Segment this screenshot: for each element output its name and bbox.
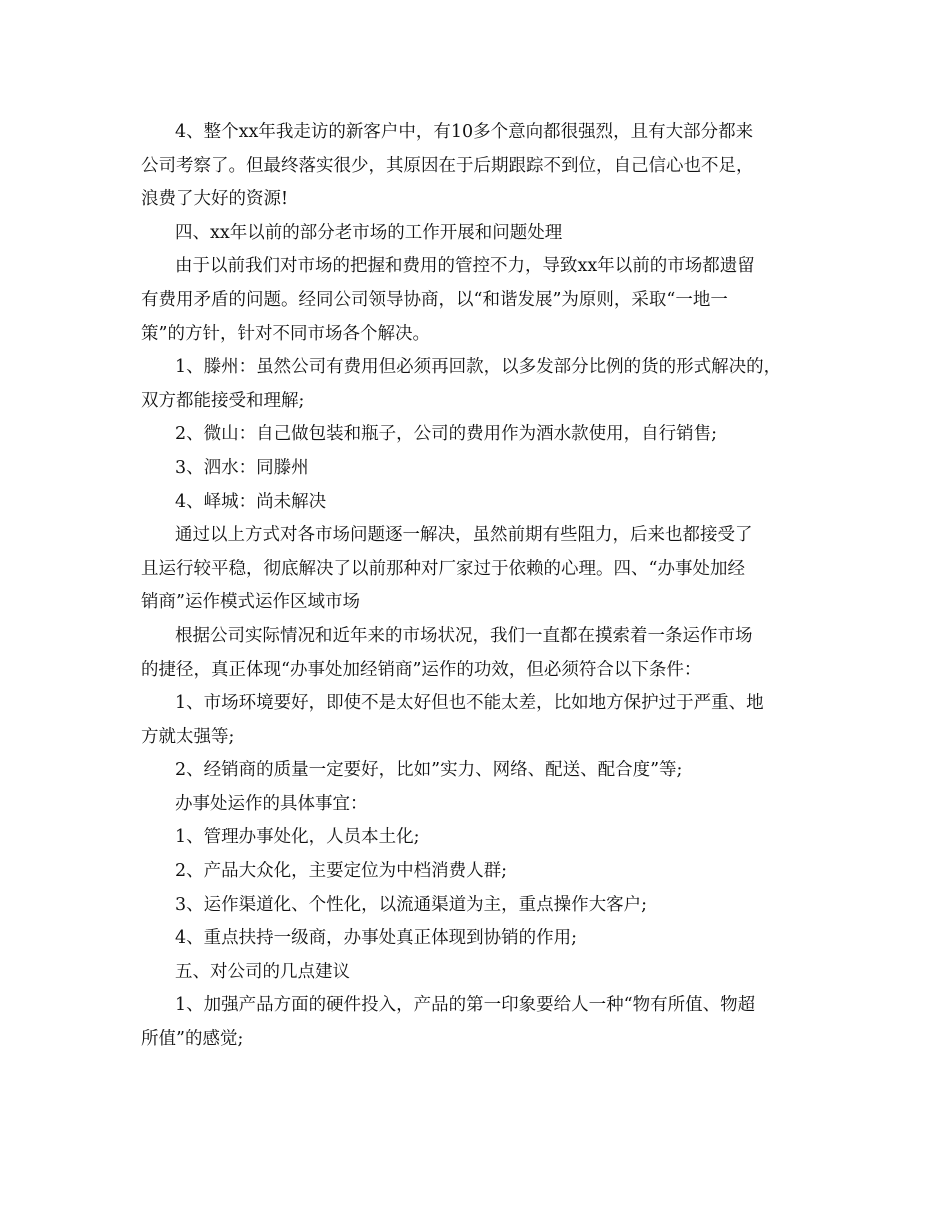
text-line: 2、产品大众化，主要定位为中档消费人群; [175, 861, 508, 882]
text-line: 3、泗水：同滕州 [175, 457, 309, 478]
document-body [141, 116, 811, 1057]
text-line: 通过以上方式对各市场问题逐一解决，虽然前期有些阻力，后来也都接受了 [175, 525, 753, 546]
text-line: 由于以前我们对市场的把握和费用的管控不力，导致xx年以前的市场都遗留 [175, 256, 755, 277]
text-line: 根据公司实际情况和近年来的市场状况，我们一直都在摸索着一条运作市场 [175, 625, 753, 646]
text-line: 五、对公司的几点建议 [175, 961, 350, 982]
text-line: 浪费了大好的资源! [141, 189, 289, 210]
text-line: 1、加强产品方面的硬件投入，产品的第一印象要给人一种“物有所值、物超 [175, 995, 756, 1016]
text-line: 四、xx年以前的部分老市场的工作开展和问题处理 [175, 222, 563, 243]
text-line: 所值”的感觉; [141, 1029, 244, 1050]
text-line: 4、峄城：尚未解决 [175, 491, 327, 512]
text-line: 双方都能接受和理解; [141, 390, 305, 411]
text-line: 且运行较平稳，彻底解决了以前那种对厂家过于依赖的心理。四、“办事处加经 [141, 558, 745, 579]
text-line: 2、经销商的质量一定要好，比如”实力、网络、配送、配合度”等; [175, 760, 683, 781]
text-line: 策”的方针，针对不同市场各个解决。 [141, 323, 430, 344]
text-line: 3、运作渠道化、个性化，以流通渠道为主，重点操作大客户; [175, 894, 648, 915]
text-line: 1、市场环境要好，即使不是太好但也不能太差，比如地方保护过于严重、地 [175, 693, 764, 714]
text-line: 办事处运作的具体事宜： [175, 793, 368, 814]
text-line: 4、重点扶持一级商，办事处真正体现到协销的作用; [175, 928, 578, 949]
text-line: 销商”运作模式运作区域市场 [141, 592, 360, 613]
text-line: 有费用矛盾的问题。经同公司领导协商，以“和谐发展”为原则，采取“一地一 [141, 289, 728, 310]
text-line: 1、滕州：虽然公司有费用但必须再回款，以多发部分比例的货的形式解决的， [175, 357, 782, 378]
text-line: 的捷径，真正体现“办事处加经销商”运作的功效，但必须符合以下条件： [141, 659, 702, 680]
text-line: 2、微山：自己做包装和瓶子，公司的费用作为酒水款使用，自行销售; [175, 424, 718, 445]
text-line: 方就太强等; [141, 726, 235, 747]
text-line: 公司考察了。但最终落实很少，其原因在于后期跟踪不到位，自己信心也不足， [141, 155, 754, 176]
text-line: 1、管理办事处化，人员本土化; [175, 827, 420, 848]
text-line: 4、整个xx年我走访的新客户中，有10多个意向都很强烈，且有大部分都来 [175, 122, 754, 142]
